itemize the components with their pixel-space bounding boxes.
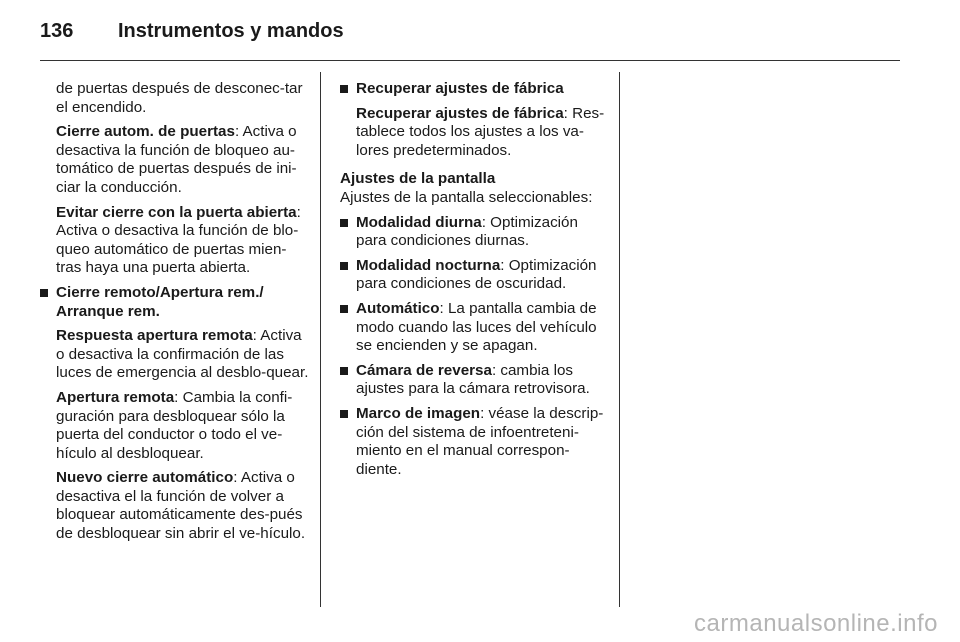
bullet-marker	[40, 289, 48, 297]
bullet-marker	[340, 85, 348, 93]
bullet-marker	[340, 367, 348, 375]
term-label: Respuesta apertura remota	[56, 327, 253, 345]
term-label: Modalidad nocturna	[356, 256, 501, 274]
bullet-factory-reset	[340, 80, 605, 99]
middle-column	[340, 80, 605, 485]
list-item	[340, 300, 605, 356]
display-settings-heading: Ajustes de la pantalla	[340, 170, 496, 188]
paragraph-remote-unlock	[56, 389, 310, 463]
paragraph-relock	[56, 469, 310, 543]
term-description: : Optimización para condiciones de oscuridad.	[356, 256, 597, 293]
paragraph-avoid-lock	[56, 204, 310, 278]
term-label: Marco de imagen	[356, 404, 481, 422]
term-label: Modalidad diurna	[356, 213, 482, 231]
continued-text: de puertas después de desconec-tar el encendido.	[56, 80, 303, 116]
term-description: : cambia los ajustes para la cámara retrovisora.	[356, 361, 590, 398]
bullet-marker	[340, 219, 348, 227]
term-description: : Res-tablece todos los ajustes a los va-lores predeterminados.	[356, 104, 605, 159]
bullet-title: Recuperar ajustes de fábrica	[356, 80, 564, 97]
page-header	[40, 18, 900, 58]
term-description: : Activa o desactiva la función de blo-queo automático de puertas mien-tras haya una puerta abierta.	[56, 203, 301, 277]
term-label: Recuperar ajustes de fábrica	[356, 104, 564, 122]
term-description: : Activa o desactiva el la función de volver a bloquear automáticamente des-pués de desbloquear sin abrir el ve-hículo.	[56, 469, 306, 543]
bullet-marker	[340, 305, 348, 313]
header-divider	[40, 60, 900, 61]
term-label: Automático	[356, 299, 440, 317]
paragraph-factory-reset	[356, 105, 605, 161]
bullet-marker	[340, 410, 348, 418]
term-label: Apertura remota	[56, 388, 175, 406]
watermark: carmanualsonline.info	[694, 610, 938, 637]
bullet-remote	[40, 284, 310, 321]
term-description: : Optimización para condiciones diurnas.	[356, 213, 578, 250]
bullet-title: Cierre remoto/Apertura rem./ Arranque rem.	[56, 283, 264, 320]
term-label: Cierre autom. de puertas	[56, 123, 235, 141]
bullet-marker	[340, 262, 348, 270]
paragraph-remote-response	[56, 327, 310, 383]
term-label: Nuevo cierre automático	[56, 469, 234, 487]
term-description: : Activa o desactiva la confirmación de las luces de emergencia al desblo-quear.	[56, 327, 309, 382]
section-title: Instrumentos y mandos	[118, 20, 344, 42]
list-item	[340, 214, 605, 251]
list-item	[340, 405, 605, 479]
left-column	[40, 80, 310, 550]
term-description: : véase la descrip-ción del sistema de infoentreteni-miento en el manual correspon-diente.	[356, 404, 604, 478]
term-description: : Cambia la confi-guración para desbloquear sólo la puerta del conductor o todo el ve-hículo al desbloquear.	[56, 388, 293, 462]
term-label: Cámara de reversa	[356, 361, 492, 379]
page-number: 136	[40, 20, 74, 42]
display-settings-intro: Ajustes de la pantalla seleccionables:	[340, 188, 593, 206]
list-item	[340, 257, 605, 294]
paragraph-auto-lock	[56, 123, 310, 197]
column-divider-1	[320, 72, 321, 607]
term-description: : Activa o desactiva la función de bloqueo au-tomático de puertas después de ini-ciar la conducción.	[56, 123, 297, 196]
list-item	[340, 362, 605, 399]
term-description: : La pantalla cambia de modo cuando las luces del vehículo se encienden y se apagan.	[356, 299, 597, 355]
column-divider-2	[619, 72, 620, 607]
term-label: Evitar cierre con la puerta abierta	[56, 203, 297, 221]
